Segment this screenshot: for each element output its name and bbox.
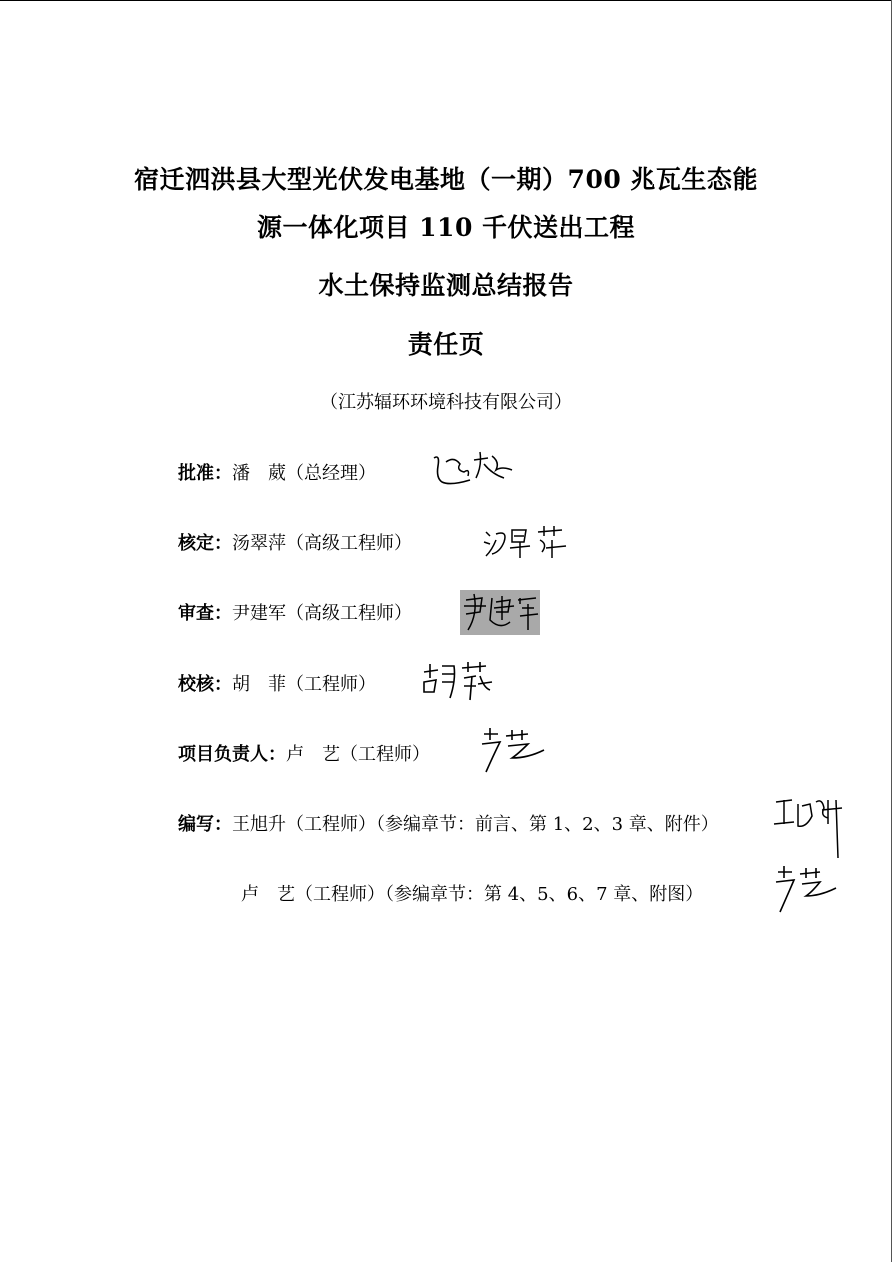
lead-row xyxy=(178,740,430,766)
approve-label: 批准： xyxy=(178,463,232,484)
writer2-row xyxy=(241,880,703,906)
check-row xyxy=(178,670,376,696)
writer2-name: 卢 艺（工程师）（参编章节：第 4、5、6、7 章、附图） xyxy=(241,884,704,905)
company-name: （江苏辐环环境科技有限公司） xyxy=(320,392,572,413)
lead-name: 卢 艺（工程师） xyxy=(286,744,430,765)
review-label: 审查： xyxy=(178,603,232,624)
writer-label: 编写： xyxy=(178,814,232,835)
review-row xyxy=(178,599,412,625)
writer1-name: 王旭升（工程师）（参编章节：前言、第 1、2、3 章、附件） xyxy=(232,814,719,835)
verify-name: 汤翠萍（高级工程师） xyxy=(232,533,412,554)
review-name: 尹建军（高级工程师） xyxy=(232,603,412,624)
check-name: 胡 菲（工程师） xyxy=(232,674,376,695)
verify-signature xyxy=(482,522,572,562)
lead-signature xyxy=(478,724,548,776)
check-signature xyxy=(420,660,496,704)
verify-row xyxy=(178,529,412,555)
verify-label: 核定： xyxy=(178,533,232,554)
writer1-signature xyxy=(772,794,848,860)
approve-signature xyxy=(430,448,522,490)
report-title-line-2: 源一体化项目 110 千伏送出工程 xyxy=(256,213,636,242)
approve-row xyxy=(178,459,376,485)
check-label: 校核： xyxy=(178,674,232,695)
lead-label: 项目负责人： xyxy=(178,744,286,765)
writer2-signature xyxy=(772,862,840,916)
report-title-line-1: 宿迁泗洪县大型光伏发电基地（一期）700 兆瓦生态能 xyxy=(134,165,758,194)
top-border xyxy=(0,0,892,1)
page-title: 责任页 xyxy=(407,330,485,359)
writer1-row xyxy=(178,810,719,836)
report-title-line-3: 水土保持监测总结报告 xyxy=(318,271,574,300)
review-signature xyxy=(460,590,540,635)
approve-name: 潘 葳（总经理） xyxy=(232,463,376,484)
